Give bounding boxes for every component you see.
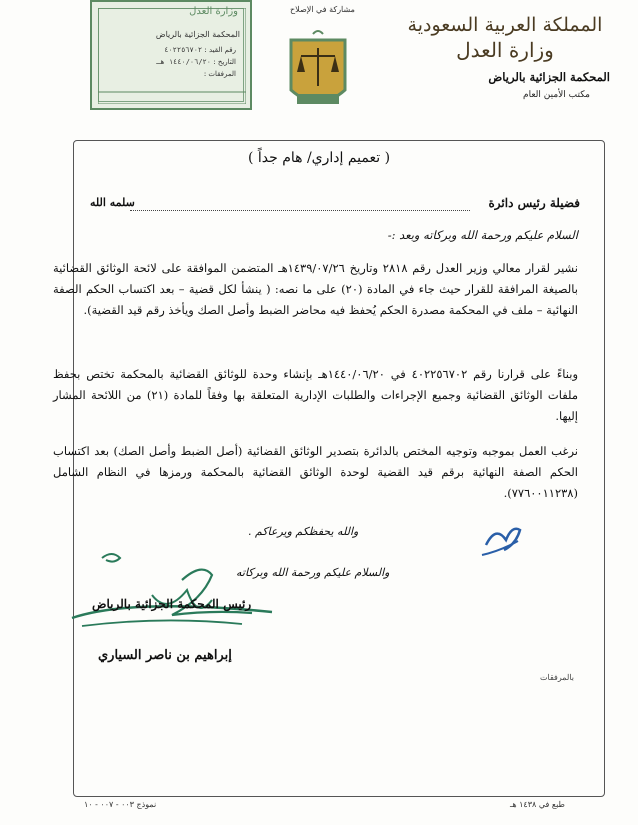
stamp-number: رقم القيد : ٤٠٢٢٥٦٧٠٢	[164, 46, 236, 54]
ministry-emblem-icon	[283, 28, 353, 118]
signer-title: رئيس المحكمة الجزائية بالرياض	[92, 597, 252, 611]
addressee-honorific: سلمه الله	[90, 196, 135, 209]
initials-icon	[478, 515, 538, 560]
emblem-caption: مشاركة في الإصلاح	[290, 5, 355, 14]
letter-subject: ( تعميم إداري/ هام جداً )	[247, 150, 391, 166]
paragraph-3: نرغب العمل بموجبه وتوجيه المختص بالدائرة بتصدير الوثائق القضائية (أصل الضبط وأصل الصك) بعد اكتساب الحكم الصفة النهائية برقم قيد القضية لوحدة الوثائق القضائية بالمحكمة ورمزها في النظام الشامل (٧٧٦٠٠١١٢٣٨).	[53, 444, 578, 500]
ministry-name: وزارة العدل	[456, 38, 554, 62]
form-number: نموذج ٠٠٣ - ٠٠٧ - ١٠	[84, 800, 157, 809]
paragraph-2: وبناءً على قرارنا رقم ٤٠٢٢٥٦٧٠٢ في ١٤٤٠/٠٦/٢٠هـ بإنشاء وحدة للوثائق القضائية بالمحكمة تختص بحفظ ملفات الوثائق القضائية وجميع الإجراءات والطلبات الإدارية المتعلقة بها وفقاً للمادة (٢١) من اللائحة المشار إليها.	[53, 367, 579, 423]
stamp-date: التاريخ : ١٤٤٠/٠٦/٢٠ هـ	[156, 58, 236, 66]
registration-stamp	[90, 0, 252, 110]
closing-blessing: والله يحفظكم ويرعاكم .	[248, 525, 359, 538]
attachments-note: بالمرفقات	[540, 673, 574, 682]
signer-name: إبراهيم بن ناصر السياري	[98, 648, 232, 663]
stamp-attachments: المرفقات :	[203, 70, 236, 78]
stamp-court: المحكمة الجزائية بالرياض	[155, 30, 240, 39]
court-name: المحكمة الجزائية بالرياض	[488, 70, 610, 84]
closing-greeting: والسلام عليكم ورحمة الله وبركاته	[236, 566, 390, 579]
letterhead	[400, 14, 610, 100]
paragraph-1: نشير لقرار معالي وزير العدل رقم ٢٨١٨ وتاريخ ١٤٣٩/٠٧/٢٦هـ المتضمن الموافقة على لائحة الوثائق القضائية بالصيغة المرافقة للقرار حيث جاء في المادة (٢٠) على ما نصه: ( ينشأ لكل قضية – بعد اكتساب الحكم الصفة النهائية – ملف في المحكمة مصدرة الحكم يُحفظ فيه محاضر الضبط وأصل الصك ويأخذ رقم قيد القضية).	[53, 261, 579, 317]
print-year: طبع في ١٤٣٨ هـ	[510, 800, 565, 809]
greeting: السلام عليكم ورحمة الله وبركاته وبعد :-	[387, 228, 578, 242]
stamp-frame-icon	[98, 8, 246, 104]
kingdom-name: المملكة العربية السعودية	[407, 14, 603, 36]
addressee-dotted-line	[130, 210, 470, 211]
office-name: مكتب الأمين العام	[523, 90, 590, 100]
stamp-title: وزارة العدل	[189, 6, 238, 17]
addressee: فضيلة رئيس دائرة	[488, 196, 580, 210]
